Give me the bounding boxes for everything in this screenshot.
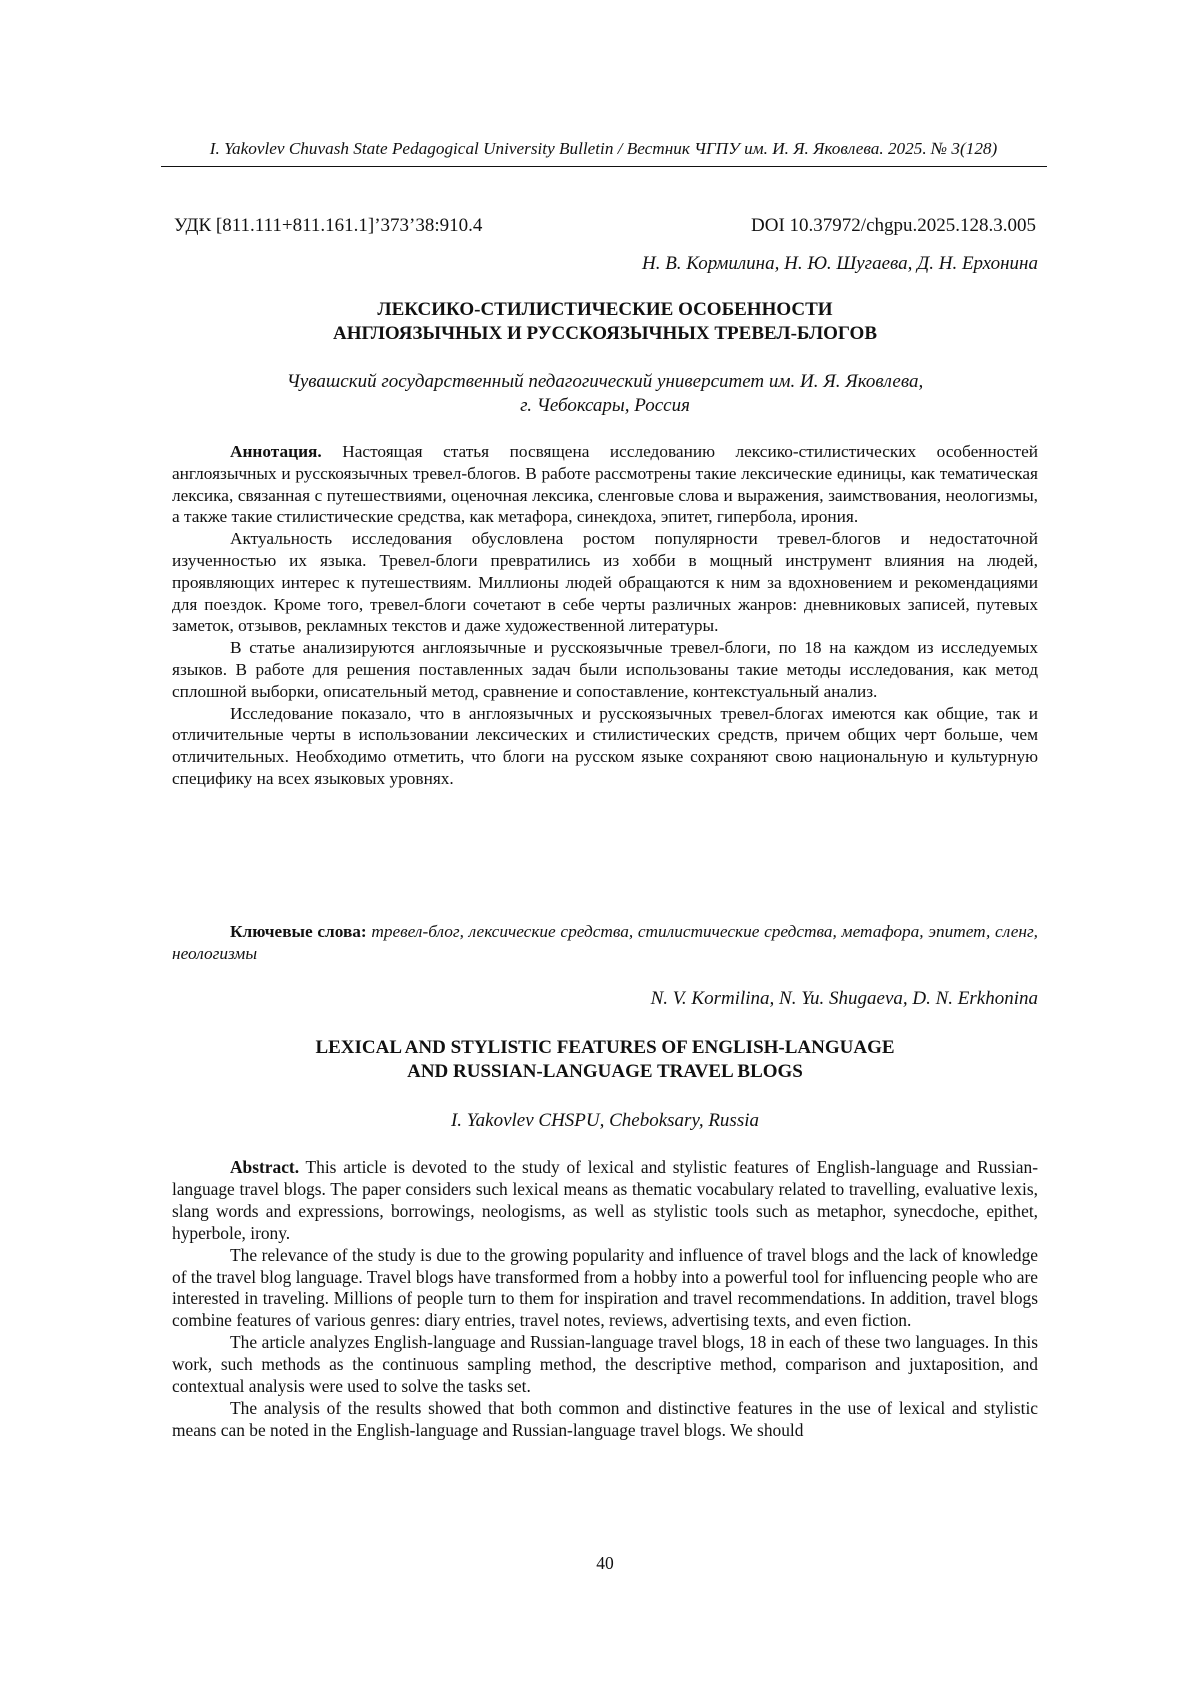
ru-title — [172, 298, 1038, 346]
ru-abstract — [172, 441, 1038, 790]
en-abstract-paragraph: The analysis of the results showed that both common and distinctive features in the use of lexical and stylistic means can be noted in the English-language and Russian-language travel blogs. We should — [172, 1397, 1038, 1440]
ru-keywords-paragraph — [172, 921, 1038, 965]
en-title-line-1: LEXICAL AND STYLISTIC FEATURES OF ENGLISH-LANGUAGE — [315, 1037, 895, 1058]
journal-page — [172, 0, 1038, 1697]
ru-affiliation — [172, 370, 1038, 418]
en-abstract-text: This article is devoted to the study of lexical and stylistic features of English-language and Russian-language travel blogs. The paper considers such lexical means as thematic vocabulary related to travelling, evaluative lexis, slang words and expressions, borrowings, neologisms, as well as stylistic tools such as metaphor, synecdoche, epithet, hyperbole, irony. — [172, 1157, 1038, 1243]
en-affiliation — [172, 1109, 1038, 1133]
ru-affiliation-line-1: Чувашский государственный педагогический университет им. И. Я. Яковлева, — [286, 371, 924, 392]
en-title-line-2: AND RUSSIAN-LANGUAGE TRAVEL BLOGS — [407, 1061, 803, 1082]
page-number: 40 — [596, 1553, 614, 1573]
en-abstract-label: Abstract. — [230, 1157, 300, 1177]
ru-keywords — [172, 921, 1038, 965]
ru-keywords-label: Ключевые слова: — [230, 922, 367, 941]
ru-title-line-1: ЛЕКСИКО-СТИЛИСТИЧЕСКИЕ ОСОБЕННОСТИ — [377, 299, 833, 320]
ru-affiliation-line-2: г. Чебоксары, Россия — [520, 395, 690, 416]
ru-abstract-paragraph: В статье анализируются англоязычные и русскоязычные тревел-блоги, по 18 на каждом из исследуемых языков. В работе для решения поставленных задач были использованы такие методы исследования, как метод сплошной выборки, описательный метод, сравнение и сопоставление, контекстуальный анализ. — [172, 638, 1038, 701]
ru-abstract-label: Аннотация. — [230, 442, 322, 461]
ru-keywords-text: тревел-блог, лексические средства, стилистические средства, метафора, эпитет, сленг, неологизмы — [172, 922, 1039, 963]
en-abstract-paragraph: The relevance of the study is due to the growing popularity and influence of travel blogs and the lack of knowledge of the travel blog language. Travel blogs have transformed from a hobby into a powerful tool for influencing people who are interested in traveling. Millions of people turn to them for inspiration and travel recommendations. In addition, travel blogs combine features of various genres: diary entries, travel notes, reviews, advertising texts, and even fiction. — [172, 1244, 1038, 1331]
udk-code: УДК [811.111+811.161.1]’373’38:910.4 — [174, 215, 483, 236]
ru-abstract-text: Настоящая статья посвящена исследованию лексико-стилистических особенностей англоязычных и русскоязычных тревел-блогов. В работе рассмотрены такие лексические единицы, как тематическая лексика, связанная с путешествиями, оценочная лексика, сленговые слова и выражения, заимствования, неологизмы, а также такие стилистические средства, как метафора, синекдоха, эпитет, гипербола, ирония. — [172, 442, 1038, 527]
en-abstract-paragraph: The article analyzes English-language and Russian-language travel blogs, 18 in each of these two languages. In this work, such methods as the continuous sampling method, the descriptive method, comparison and juxtaposition, and contextual analysis were used to solve the tasks set. — [172, 1332, 1038, 1397]
doi-code: DOI 10.37972/chgpu.2025.128.3.005 — [751, 215, 1036, 236]
en-abstract — [172, 1157, 1038, 1442]
en-affiliation-line: I. Yakovlev CHSPU, Cheboksary, Russia — [450, 1110, 760, 1131]
ru-title-line-2: АНГЛОЯЗЫЧНЫХ И РУССКОЯЗЫЧНЫХ ТРЕВЕЛ-БЛОГОВ — [332, 323, 878, 344]
en-title — [172, 1036, 1038, 1084]
en-abstract-paragraph — [172, 1157, 1038, 1245]
header-rule — [161, 166, 1047, 167]
ru-abstract-paragraph: Актуальность исследования обусловлена ростом популярности тревел-блогов и недостаточной изученностью их языка. Тревел-блоги превратились из хобби в мощный инструмент влияния на людей, проявляющих интерес к путешествиям. Миллионы людей обращаются к ним за вдохновением и рекомендациями для поездок. Кроме того, тревел-блоги сочетают в себе черты различных жанров: дневниковых записей, путевых заметок, отзывов, рекламных текстов и даже художественной литературы. — [172, 529, 1038, 636]
ru-abstract-paragraph: Исследование показало, что в англоязычных и русскоязычных тревел-блогах имеются как общие, так и отличительные черты в использовании лексических и стилистических средств, причем общих черт больше, чем отличительных. Необходимо отметить, что блоги на русском языке сохраняют свою национальную и культурную специфику на всех языковых уровнях. — [172, 703, 1038, 788]
ru-authors: Н. В. Кормилина, Н. Ю. Шугаева, Д. Н. Ерхонина — [641, 253, 1038, 274]
en-authors: N. V. Kormilina, N. Yu. Shugaeva, D. N. Erkhonina — [650, 988, 1038, 1009]
running-header: I. Yakovlev Chuvash State Pedagogical University Bulletin / Вестник ЧГПУ им. И. Я. Яковлева. 2025. № 3(128) — [209, 139, 998, 158]
article-codes — [174, 214, 1036, 238]
ru-abstract-paragraph — [172, 441, 1038, 528]
